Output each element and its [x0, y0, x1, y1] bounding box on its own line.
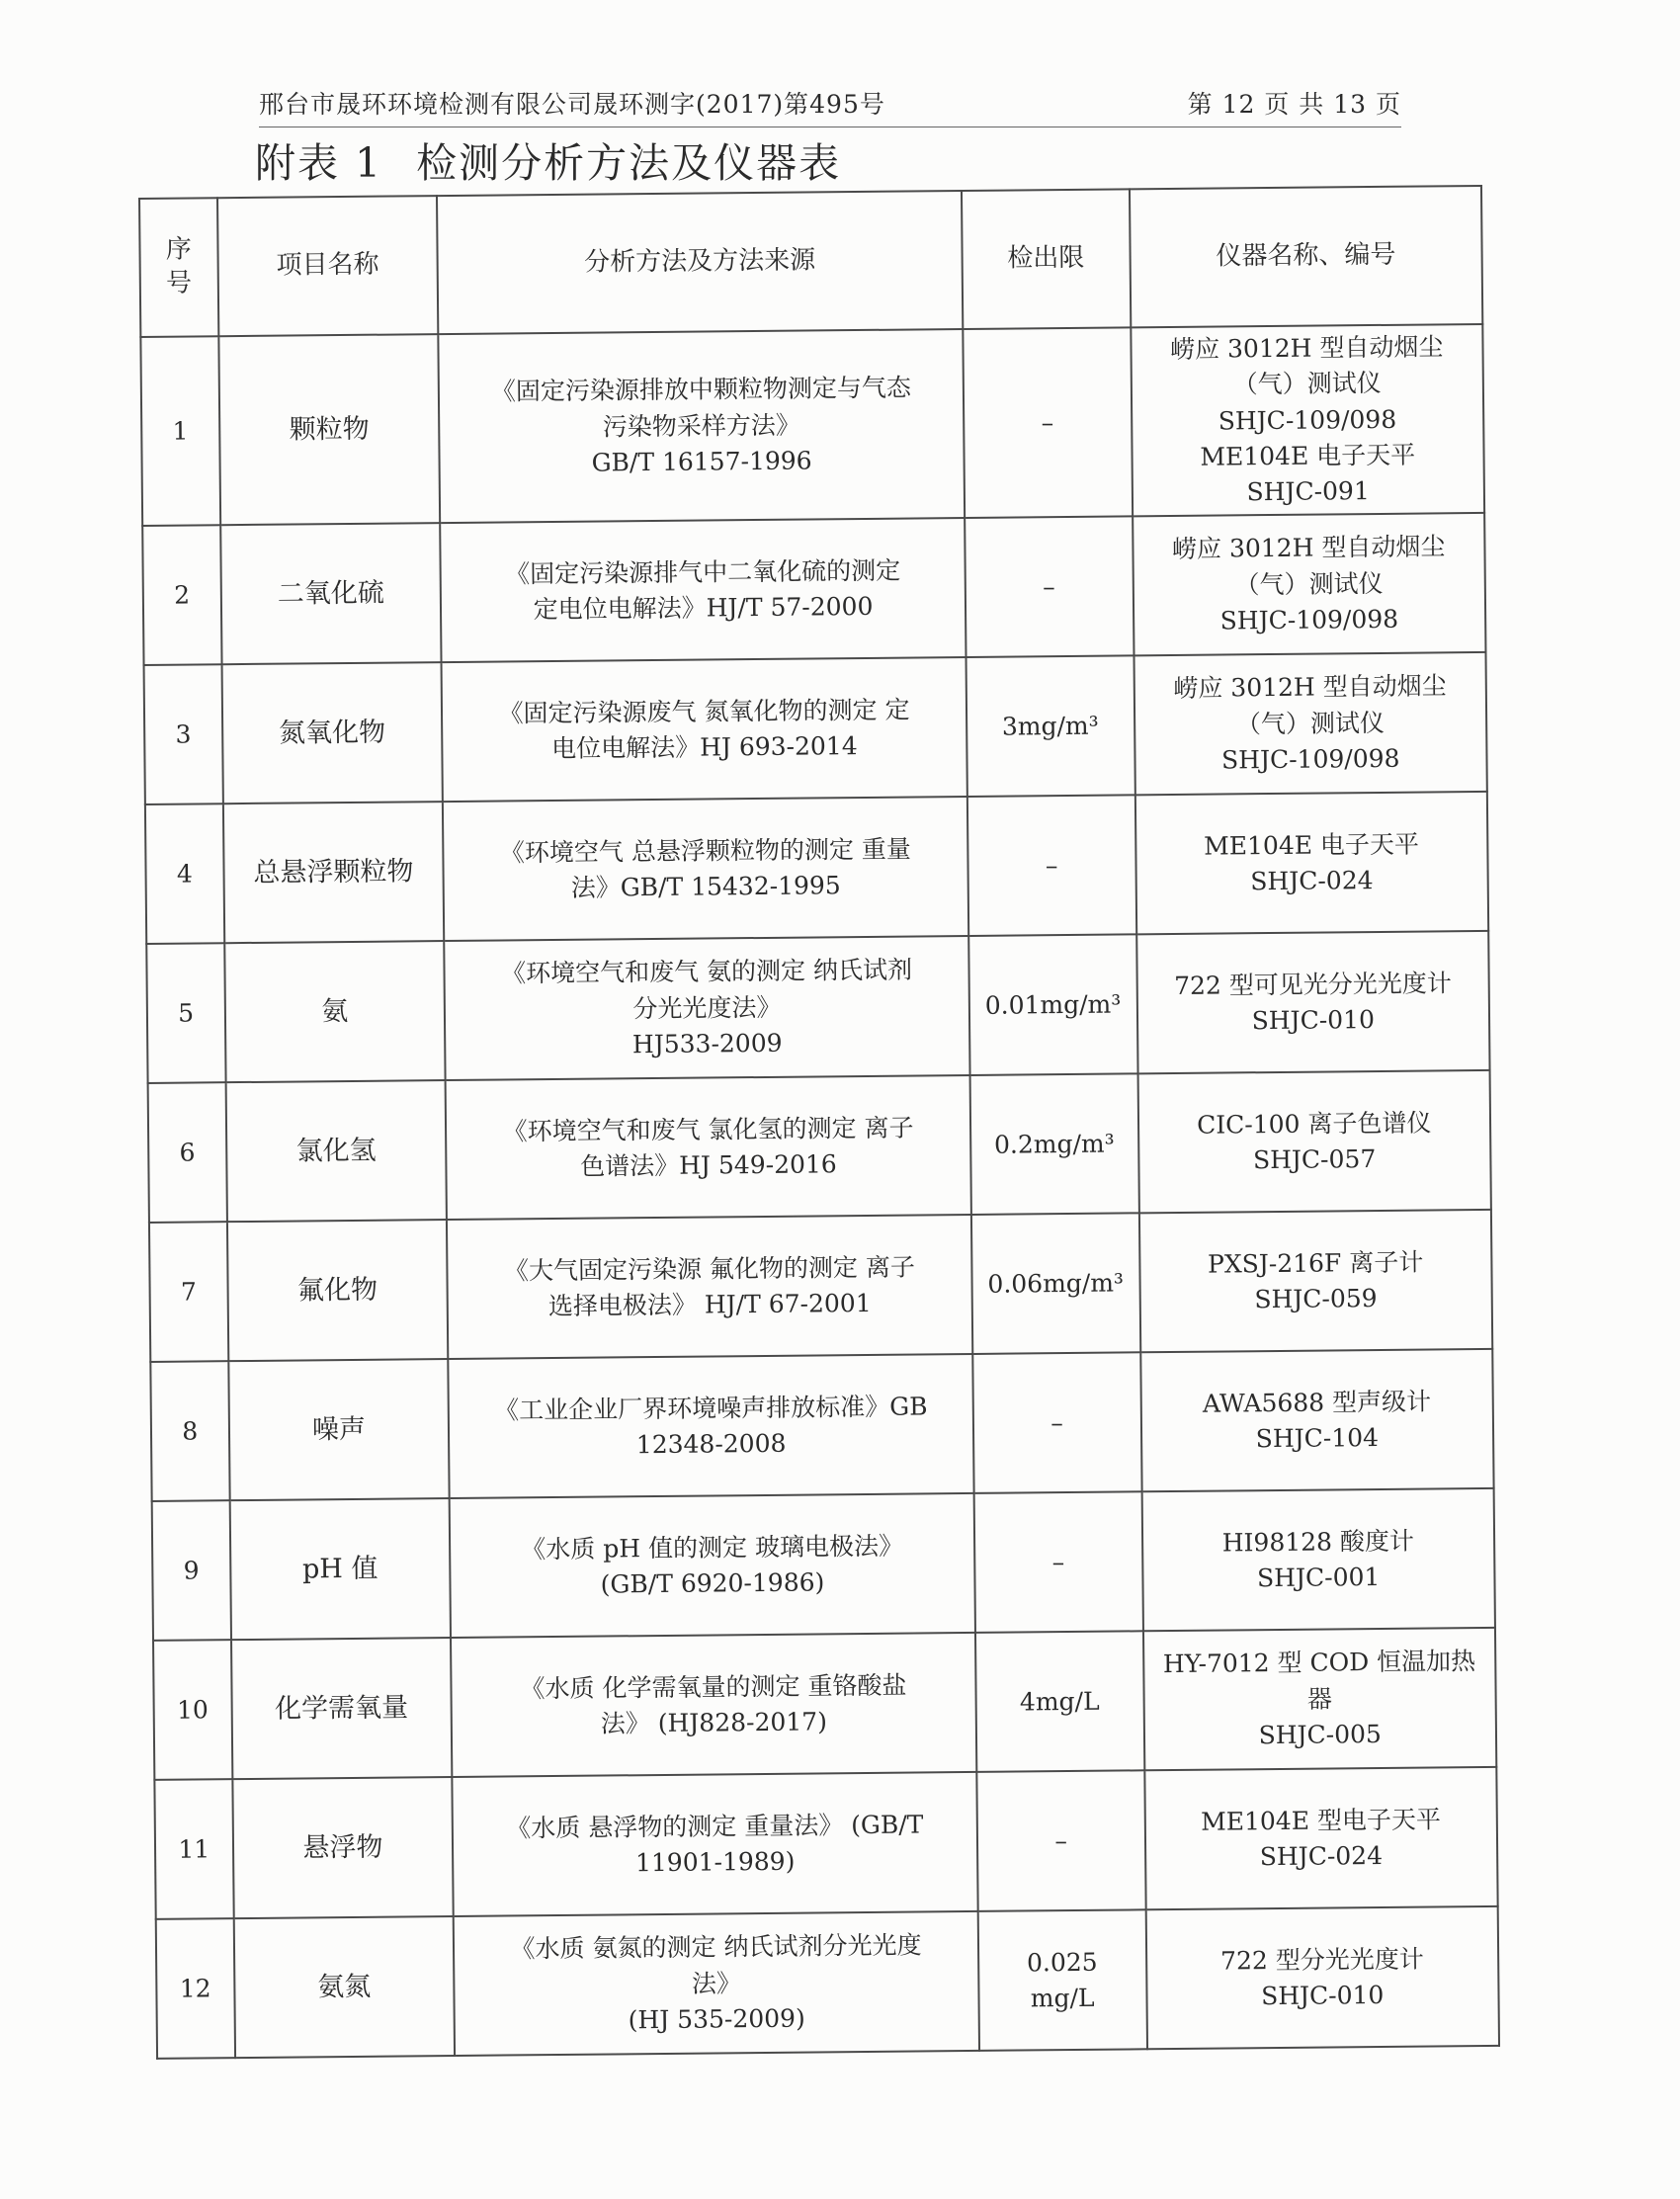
header-instrument: 仪器名称、编号: [1129, 186, 1482, 327]
cell-seq: 9: [152, 1500, 231, 1641]
method-line: 《环境空气 总悬浮颗粒物的测定 重量: [499, 834, 911, 868]
instrument-line: SHJC-109/098: [1218, 404, 1397, 436]
method-line: GB/T 16157-1996: [591, 446, 812, 477]
table-row: [148, 1070, 1491, 1223]
header-limit: 检出限: [962, 189, 1131, 329]
cell-seq: 1: [140, 336, 219, 526]
cell-item-name: 悬浮物: [232, 1777, 454, 1918]
table-body: [140, 324, 1499, 2059]
cell-method: [446, 1075, 971, 1220]
cell-method: [443, 797, 968, 941]
instrument-line: SHJC-059: [1254, 1283, 1378, 1313]
cell-method: [442, 657, 967, 802]
instrument-line: AWA5688 型声级计: [1202, 1387, 1432, 1418]
table-row: [150, 1349, 1493, 1501]
table-row: [152, 1488, 1495, 1641]
instrument-line: 崂应 3012H 型自动烟尘: [1169, 332, 1444, 364]
cell-detection-limit: –: [963, 327, 1133, 518]
cell-method: [454, 1911, 979, 2056]
cell-detection-limit: 0.025 mg/L: [977, 1910, 1146, 2052]
cell-method: [453, 1772, 978, 1916]
instrument-line: SHJC-109/098: [1220, 743, 1400, 775]
cell-detection-limit: 3mg/m³: [966, 656, 1134, 798]
method-line: 《固定污染源排放中颗粒物测定与气态: [490, 373, 912, 406]
method-line: 法》 (HJ828-2017): [600, 1707, 828, 1738]
cell-item-name: 二氧化硫: [220, 523, 442, 664]
instrument-line: （气）测试仪: [1232, 369, 1382, 399]
instrument-line: 崂应 3012H 型自动烟尘: [1171, 532, 1446, 564]
header-method: 分析方法及方法来源: [437, 191, 963, 334]
cell-method: [445, 936, 970, 1080]
cell-seq: 4: [145, 803, 224, 944]
table-row: [149, 1210, 1492, 1362]
methods-table: [138, 185, 1500, 2060]
method-line: (HJ 535-2009): [628, 2003, 805, 2035]
cell-instrument: [1131, 324, 1484, 517]
cell-item-name: 氨氮: [233, 1916, 455, 2058]
instrument-line: SHJC-001: [1256, 1562, 1381, 1592]
cell-seq: 3: [144, 664, 223, 804]
instrument-line: SHJC-010: [1261, 1980, 1385, 2010]
cell-instrument: [1138, 1210, 1492, 1352]
instrument-line: SHJC-057: [1252, 1143, 1377, 1174]
table-row: [146, 931, 1489, 1083]
method-line: 12348-2008: [635, 1428, 787, 1459]
cell-detection-limit: –: [972, 1353, 1141, 1494]
cell-instrument: [1136, 931, 1490, 1073]
cell-detection-limit: 0.01mg/m³: [968, 935, 1137, 1076]
method-line: 《大气固定污染源 氟化物的测定 离子: [503, 1252, 916, 1285]
cell-detection-limit: –: [965, 517, 1134, 658]
cell-method: [439, 329, 965, 523]
cell-instrument: [1137, 1070, 1491, 1213]
cell-method: [440, 518, 966, 662]
cell-method: [451, 1633, 976, 1777]
cell-instrument: [1141, 1488, 1495, 1631]
cell-seq: 7: [149, 1222, 228, 1362]
instrument-line: SHJC-005: [1258, 1719, 1382, 1750]
instrument-line: （气）测试仪: [1234, 568, 1384, 599]
cell-item-name: 氟化物: [226, 1220, 448, 1361]
cell-instrument: [1140, 1349, 1494, 1491]
method-line: 分光光度法》: [632, 992, 782, 1023]
cell-instrument: [1134, 792, 1488, 934]
method-line: 《固定污染源废气 氮氧化物的测定 定: [498, 695, 910, 728]
cell-seq: 5: [146, 943, 225, 1083]
cell-instrument: [1144, 1767, 1498, 1909]
cell-seq: 10: [153, 1640, 232, 1780]
title-text: 检测分析方法及仪器表: [416, 139, 842, 187]
table-row: [140, 324, 1484, 526]
cell-detection-limit: 4mg/L: [975, 1632, 1144, 1773]
cell-detection-limit: 0.06mg/m³: [971, 1214, 1140, 1355]
instrument-line: 722 型分光光度计: [1219, 1944, 1424, 1976]
table-row: [153, 1628, 1496, 1780]
table-header-row: [139, 186, 1482, 337]
cell-seq: 8: [150, 1361, 229, 1501]
instrument-line: ME104E 电子天平: [1200, 440, 1416, 471]
instrument-line: PXSJ-216F 离子计: [1207, 1247, 1424, 1279]
method-line: 定电位电解法》HJ/T 57-2000: [533, 591, 874, 624]
instrument-line: 722 型可见光分光光度计: [1173, 968, 1452, 1000]
method-line: 《环境空气和废气 氨的测定 纳氏试剂: [500, 955, 913, 988]
method-line: 《水质 悬浮物的测定 重量法》 (GB/T: [506, 1809, 924, 1843]
cell-method: [447, 1215, 972, 1359]
title-prefix: 附表 1: [255, 139, 383, 187]
cell-detection-limit: –: [967, 796, 1136, 937]
method-line: 《固定污染源排气中二氧化硫的测定: [505, 555, 901, 588]
instrument-line: SHJC-109/098: [1219, 604, 1399, 635]
instrument-line: SHJC-024: [1250, 865, 1374, 895]
cell-method: [449, 1354, 974, 1498]
instrument-line: 崂应 3012H 型自动烟尘: [1173, 671, 1447, 704]
instrument-line: SHJC-010: [1251, 1004, 1376, 1035]
cell-item-name: 总悬浮颗粒物: [222, 802, 444, 943]
method-line: 法》: [691, 1968, 742, 1998]
method-line: 《水质 化学需氧量的测定 重铬酸盐: [520, 1670, 907, 1703]
methods-table-container: [138, 185, 1500, 2085]
instrument-line: CIC-100 离子色谱仪: [1197, 1107, 1432, 1140]
cell-item-name: 化学需氧量: [231, 1638, 453, 1779]
cell-seq: 6: [148, 1082, 227, 1223]
method-line: 法》GB/T 15432-1995: [570, 870, 841, 902]
instrument-line: 器: [1306, 1684, 1333, 1714]
instrument-line: （气）测试仪: [1235, 708, 1386, 738]
method-line: 《水质 pH 值的测定 玻璃电极法》: [521, 1531, 904, 1564]
header-item: 项目名称: [217, 196, 439, 336]
instrument-line: HY-7012 型 COD 恒温加热: [1162, 1647, 1476, 1679]
method-line: 《环境空气和废气 氯化氢的测定 离子: [502, 1113, 914, 1146]
cell-instrument: [1133, 513, 1486, 655]
page-number: 第 12 页 共 13 页: [1187, 90, 1401, 119]
method-line: 《工业企业厂界环境噪声排放标准》GB: [494, 1391, 928, 1425]
table-row: [154, 1767, 1497, 1919]
method-line: 选择电极法》 HJ/T 67-2001: [547, 1288, 872, 1320]
cell-seq: 11: [154, 1779, 233, 1919]
cell-method: [450, 1493, 975, 1638]
method-line: (GB/T 6920-1986): [600, 1567, 825, 1599]
cell-detection-limit: 0.2mg/m³: [969, 1074, 1138, 1216]
cell-seq: 2: [142, 525, 221, 665]
cell-instrument: [1134, 652, 1487, 795]
instrument-line: ME104E 电子天平: [1204, 829, 1420, 861]
cell-item-name: pH 值: [229, 1498, 451, 1640]
cell-seq: 12: [156, 1918, 235, 2059]
method-line: 11901-1989): [634, 1846, 796, 1877]
cell-item-name: 噪声: [228, 1359, 450, 1500]
cell-instrument: [1145, 1906, 1499, 2049]
cell-detection-limit: –: [973, 1492, 1142, 1634]
table-row: [145, 792, 1488, 944]
cell-item-name: 氨: [224, 941, 446, 1082]
instrument-line: HI98128 酸度计: [1221, 1526, 1415, 1558]
header-seq: 序 号: [139, 198, 218, 337]
page-title: [255, 130, 841, 189]
page-header: [259, 79, 1401, 127]
table-row: [142, 513, 1485, 665]
method-line: HJ533-2009: [631, 1028, 783, 1059]
cell-instrument: [1142, 1628, 1496, 1770]
method-line: 电位电解法》HJ 693-2014: [550, 730, 858, 763]
method-line: 污染物采样方法》: [602, 410, 800, 442]
method-line: 色谱法》HJ 549-2016: [580, 1149, 837, 1181]
instrument-line: SHJC-024: [1259, 1840, 1384, 1871]
report-id: 邢台市晟环环境检测有限公司晟环测字(2017)第495号: [259, 90, 885, 119]
cell-detection-limit: –: [976, 1771, 1145, 1912]
method-line: 《水质 氨氮的测定 纳氏试剂分光光度: [510, 1930, 922, 1964]
instrument-line: ME104E 型电子天平: [1201, 1804, 1442, 1836]
table-row: [156, 1906, 1499, 2059]
cell-item-name: 氯化氢: [225, 1080, 447, 1222]
cell-item-name: 氮氧化物: [221, 662, 443, 803]
table-row: [144, 652, 1487, 804]
instrument-line: SHJC-091: [1246, 476, 1370, 507]
instrument-line: SHJC-104: [1255, 1422, 1380, 1453]
cell-item-name: 颗粒物: [218, 334, 441, 525]
